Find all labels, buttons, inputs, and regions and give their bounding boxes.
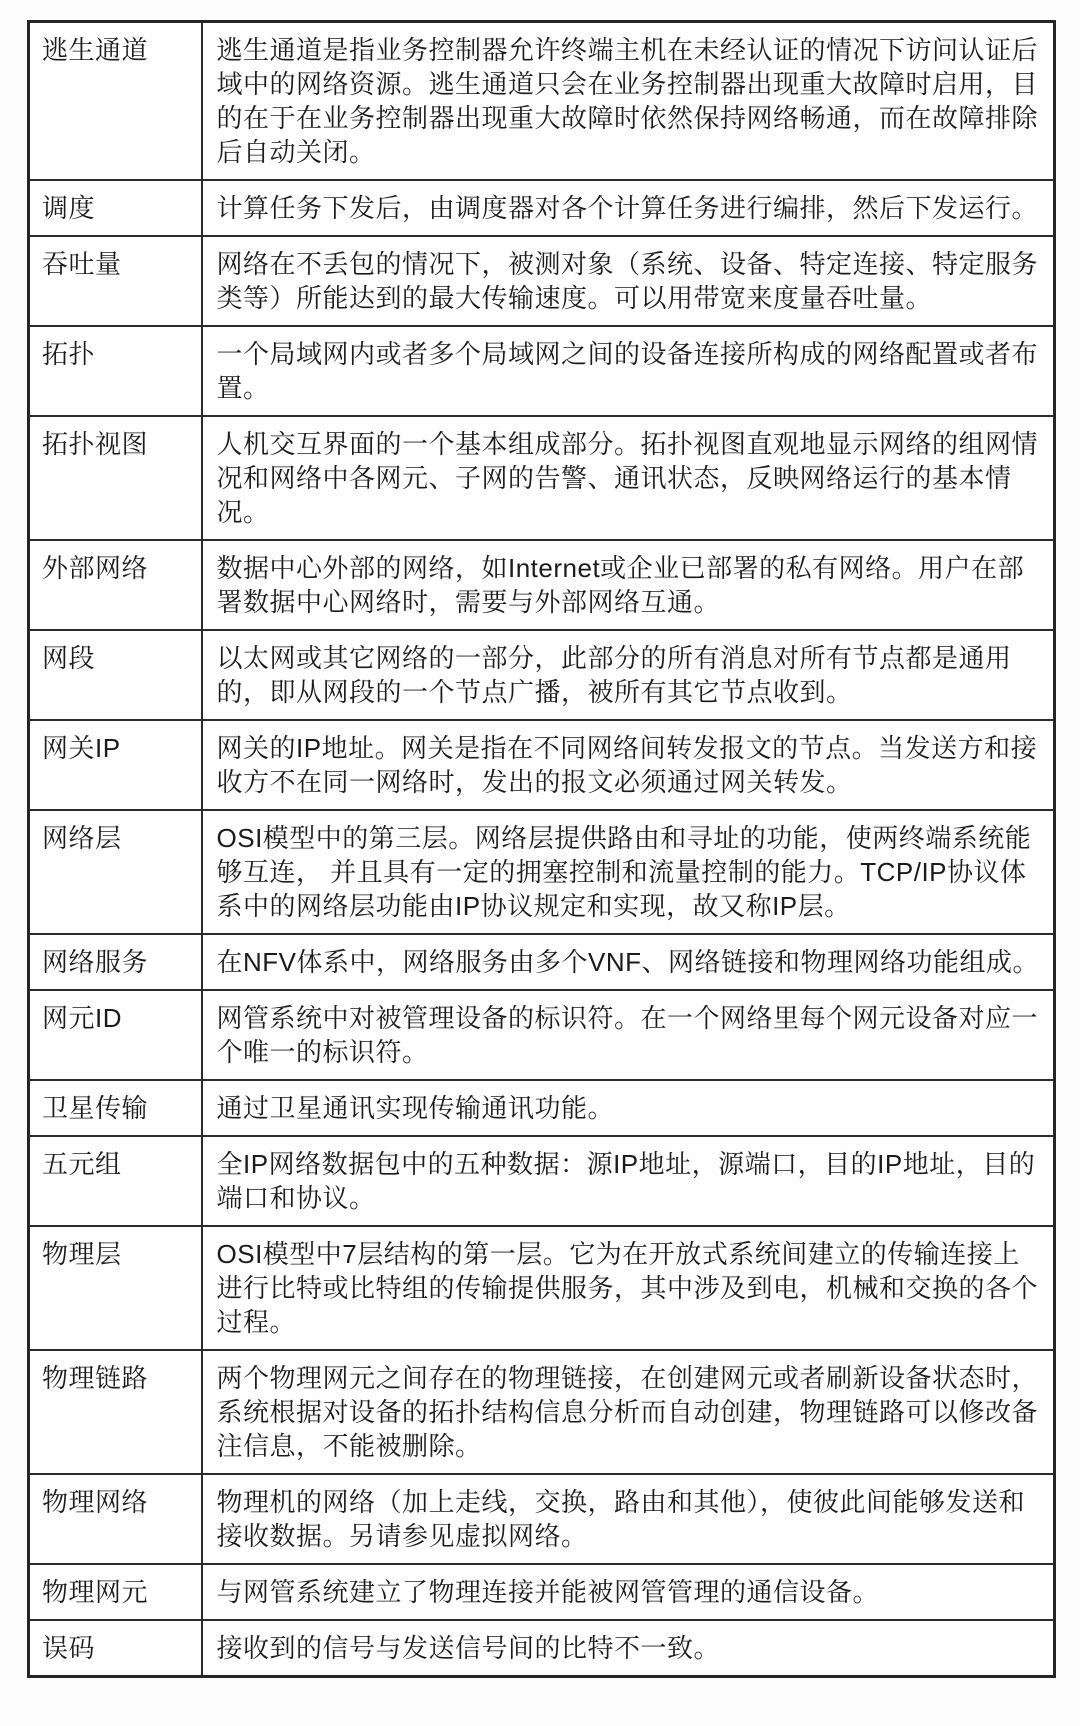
- term-cell: 物理网络: [29, 1474, 202, 1564]
- definition-cell: 人机交互界面的一个基本组成部分。拓扑视图直观地显示网络的组网情况和网络中各网元、子网的告警、通讯状态，反映网络运行的基本情况。: [202, 416, 1055, 540]
- glossary-row: [29, 934, 1055, 990]
- term-cell: 网元ID: [29, 990, 202, 1080]
- glossary-row: [29, 180, 1055, 236]
- term-cell: 逃生通道: [29, 22, 202, 181]
- term-cell: 五元组: [29, 1136, 202, 1226]
- term-cell: 误码: [29, 1620, 202, 1677]
- term-cell: 外部网络: [29, 540, 202, 630]
- term-cell: 网络服务: [29, 934, 202, 990]
- glossary-row: [29, 236, 1055, 326]
- term-cell: 拓扑视图: [29, 416, 202, 540]
- term-cell: 吞吐量: [29, 236, 202, 326]
- definition-cell: 与网管系统建立了物理连接并能被网管管理的通信设备。: [202, 1564, 1055, 1620]
- term-cell: 物理链路: [29, 1350, 202, 1474]
- definition-cell: OSI模型中7层结构的第一层。它为在开放式系统间建立的传输连接上进行比特或比特组的传输提供服务，其中涉及到电，机械和交换的各个过程。: [202, 1226, 1055, 1350]
- glossary-row: [29, 1474, 1055, 1564]
- term-cell: 拓扑: [29, 326, 202, 416]
- definition-cell: 网络在不丢包的情况下，被测对象（系统、设备、特定连接、特定服务类等）所能达到的最大传输速度。可以用带宽来度量吞吐量。: [202, 236, 1055, 326]
- definition-cell: 接收到的信号与发送信号间的比特不一致。: [202, 1620, 1055, 1677]
- glossary-row: [29, 630, 1055, 720]
- term-cell: 卫星传输: [29, 1080, 202, 1136]
- definition-cell: 物理机的网络（加上走线，交换，路由和其他），使彼此间能够发送和接收数据。另请参见虚拟网络。: [202, 1474, 1055, 1564]
- glossary-table-body: [29, 22, 1055, 1677]
- definition-cell: 数据中心外部的网络，如Internet或企业已部署的私有网络。用户在部署数据中心网络时，需要与外部网络互通。: [202, 540, 1055, 630]
- definition-cell: 全IP网络数据包中的五种数据：源IP地址，源端口，目的IP地址，目的端口和协议。: [202, 1136, 1055, 1226]
- glossary-row: [29, 416, 1055, 540]
- glossary-row: [29, 22, 1055, 181]
- glossary-table: [27, 20, 1056, 1678]
- definition-cell: 网管系统中对被管理设备的标识符。在一个网络里每个网元设备对应一个唯一的标识符。: [202, 990, 1055, 1080]
- term-cell: 调度: [29, 180, 202, 236]
- definition-cell: OSI模型中的第三层。网络层提供路由和寻址的功能，使两终端系统能够互连， 并且具有一定的拥塞控制和流量控制的能力。TCP/IP协议体系中的网络层功能由IP协议规定和实现，故又称IP层。: [202, 810, 1055, 934]
- glossary-row: [29, 1620, 1055, 1677]
- definition-cell: 通过卫星通讯实现传输通讯功能。: [202, 1080, 1055, 1136]
- definition-cell: 在NFV体系中，网络服务由多个VNF、网络链接和物理网络功能组成。: [202, 934, 1055, 990]
- glossary-row: [29, 810, 1055, 934]
- glossary-row: [29, 1564, 1055, 1620]
- term-cell: 物理网元: [29, 1564, 202, 1620]
- glossary-row: [29, 1136, 1055, 1226]
- term-cell: 网段: [29, 630, 202, 720]
- glossary-table-container: [27, 20, 1053, 1678]
- definition-cell: 网关的IP地址。网关是指在不同网络间转发报文的节点。当发送方和接收方不在同一网络时，发出的报文必须通过网关转发。: [202, 720, 1055, 810]
- glossary-row: [29, 720, 1055, 810]
- glossary-row: [29, 1350, 1055, 1474]
- term-cell: 物理层: [29, 1226, 202, 1350]
- glossary-row: [29, 1226, 1055, 1350]
- term-cell: 网关IP: [29, 720, 202, 810]
- glossary-row: [29, 1080, 1055, 1136]
- definition-cell: 逃生通道是指业务控制器允许终端主机在未经认证的情况下访问认证后域中的网络资源。逃生通道只会在业务控制器出现重大故障时启用，目的在于在业务控制器出现重大故障时依然保持网络畅通，而在故障排除后自动关闭。: [202, 22, 1055, 181]
- glossary-row: [29, 990, 1055, 1080]
- term-cell: 网络层: [29, 810, 202, 934]
- definition-cell: 一个局域网内或者多个局域网之间的设备连接所构成的网络配置或者布置。: [202, 326, 1055, 416]
- definition-cell: 计算任务下发后，由调度器对各个计算任务进行编排，然后下发运行。: [202, 180, 1055, 236]
- definition-cell: 两个物理网元之间存在的物理链接，在创建网元或者刷新设备状态时，系统根据对设备的拓扑结构信息分析而自动创建，物理链路可以修改备注信息，不能被删除。: [202, 1350, 1055, 1474]
- glossary-row: [29, 540, 1055, 630]
- definition-cell: 以太网或其它网络的一部分，此部分的所有消息对所有节点都是通用的，即从网段的一个节点广播，被所有其它节点收到。: [202, 630, 1055, 720]
- glossary-row: [29, 326, 1055, 416]
